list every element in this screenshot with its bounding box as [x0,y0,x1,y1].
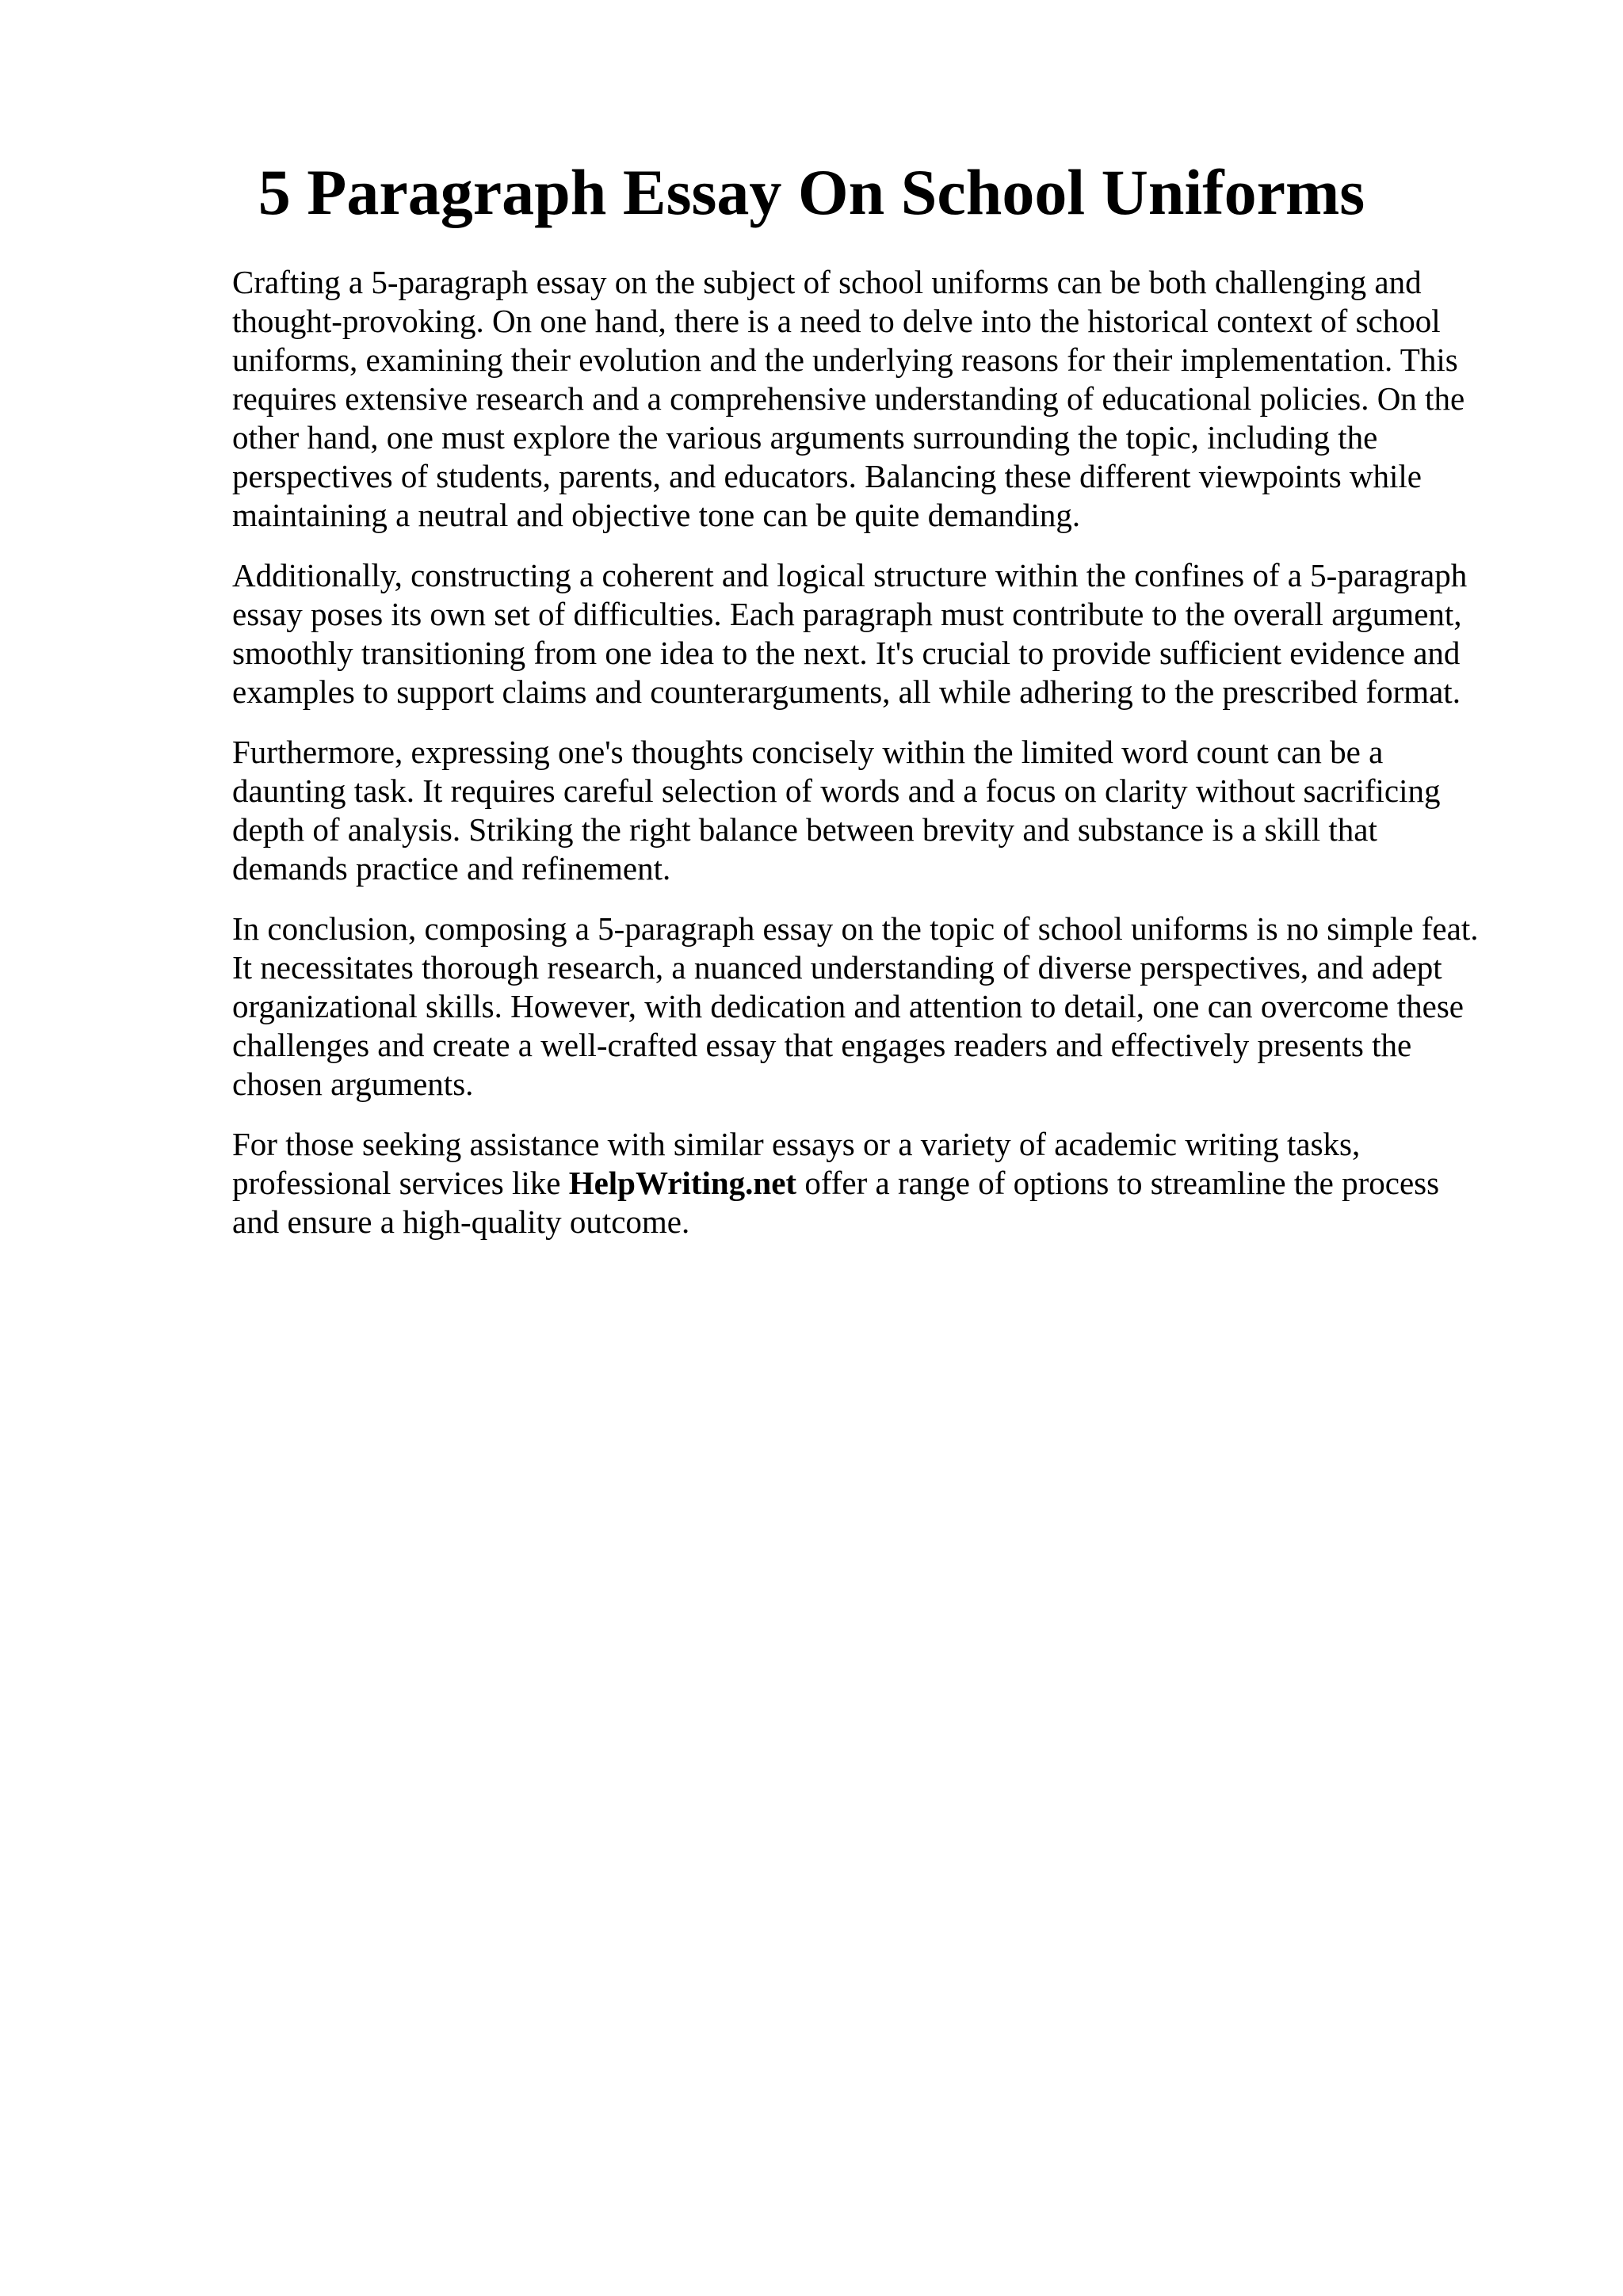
helpwriting-brand-text: HelpWriting.net [568,1165,797,1201]
paragraph-1 [232,263,1516,535]
paragraph-line: maintaining a neutral and objective tone can be quite demanding. [232,497,1081,533]
paragraph-5-closing [232,1125,1516,1241]
document-body [232,263,1516,1263]
paragraph-line: Crafting a 5-paragraph essay on the subject of school uniforms can be both challenging and [232,264,1422,300]
paragraph-line: thought-provoking. On one hand, there is a need to delve into the historical context of school [232,303,1441,339]
paragraph-line-text: professional services like [232,1165,569,1201]
paragraph-3 [232,733,1516,888]
paragraph-4 [232,910,1516,1104]
paragraph-line: It necessitates thorough research, a nuanced understanding of diverse perspectives, and adept [232,949,1442,986]
paragraph-line: perspectives of students, parents, and educators. Balancing these different viewpoints while [232,458,1423,494]
paragraph-line: essay poses its own set of difficulties. Each paragraph must contribute to the overall argument, [232,596,1462,632]
paragraph-line: chosen arguments. [232,1066,474,1102]
paragraph-line-text: offer a range of options to streamline the process [796,1165,1440,1201]
paragraph-line: uniforms, examining their evolution and the underlying reasons for their implementation. This [232,341,1458,378]
document-title: 5 Paragraph Essay On School Uniforms [258,156,1365,228]
paragraph-line: organizational skills. However, with dedication and attention to detail, one can overcome these [232,988,1464,1024]
paragraph-line: challenges and create a well-crafted essay that engages readers and effectively presents the [232,1027,1412,1063]
paragraph-line: Additionally, constructing a coherent and logical structure within the confines of a 5-paragraph [232,557,1468,593]
paragraph-line: examples to support claims and counterarguments, all while adhering to the prescribed format. [232,673,1461,710]
paragraph-line: and ensure a high-quality outcome. [232,1203,690,1240]
paragraph-line: daunting task. It requires careful selection of words and a focus on clarity without sacrificing [232,772,1441,809]
paragraph-2 [232,556,1516,711]
paragraph-line: requires extensive research and a comprehensive understanding of educational policies. On the [232,380,1465,417]
paragraph-line: depth of analysis. Striking the right balance between brevity and substance is a skill that [232,811,1377,848]
paragraph-line: In conclusion, composing a 5-paragraph essay on the topic of school uniforms is no simple feat. [232,910,1479,947]
paragraph-line: other hand, one must explore the various arguments surrounding the topic, including the [232,419,1378,456]
paragraph-line: Furthermore, expressing one's thoughts concisely within the limited word count can be a [232,734,1384,770]
paragraph-line: smoothly transitioning from one idea to the next. It's crucial to provide sufficient evidence and [232,635,1461,671]
paragraph-line: For those seeking assistance with similar essays or a variety of academic writing tasks, [232,1126,1361,1162]
paragraph-line: demands practice and refinement. [232,850,671,887]
